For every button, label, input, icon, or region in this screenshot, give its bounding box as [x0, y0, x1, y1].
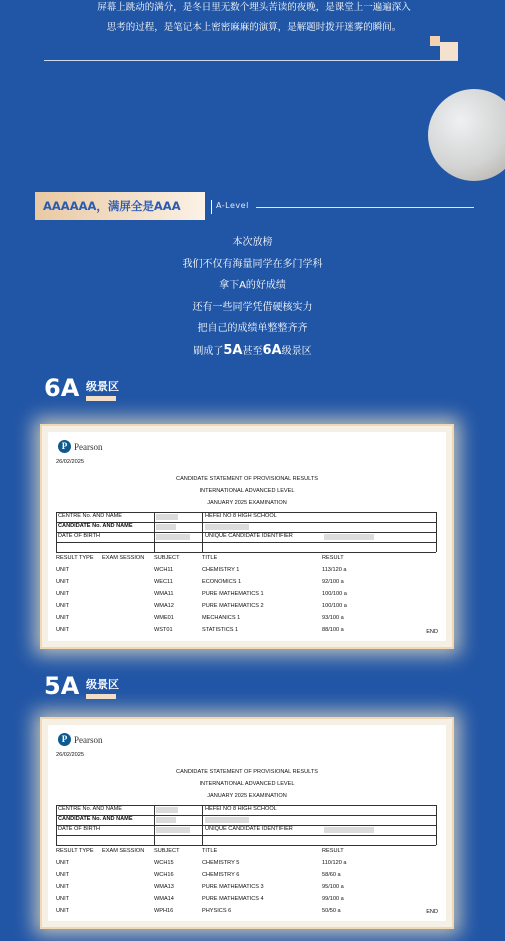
centre-name: HEFEI NO 8 HIGH SCHOOL [205, 806, 277, 812]
result-certificate [40, 717, 454, 929]
column-header: RESULT TYPE [56, 848, 94, 854]
column-header: TITLE [202, 848, 218, 854]
field-label: UNIQUE CANDIDATE IDENTIFIER [205, 533, 293, 539]
final-grade: 5A [223, 342, 243, 358]
grade-heading: 6A [44, 374, 80, 402]
table-row: UNIT WEC11 ECONOMICS 1 92/100 a [56, 579, 344, 585]
announcement-line: 还有一些同学凭借硬核实力 [192, 301, 313, 313]
column-header: EXAM SESSION [102, 555, 145, 561]
decor-square [430, 36, 440, 46]
grade-zone: 级景区 [86, 380, 119, 393]
grade-zone: 级景区 [86, 678, 119, 691]
table-row: UNIT WMA14 PURE MATHEMATICS 4 99/100 a [56, 896, 344, 902]
results-table [56, 554, 436, 644]
field-label: CENTRE No. AND NAME [58, 513, 123, 519]
intro-text [44, 0, 464, 38]
table-row: UNIT WCH15 CHEMISTRY 5 110/120 a [56, 860, 347, 866]
certificate-heading: INTERNATIONAL ADVANCED LEVEL [199, 781, 295, 787]
pearson-p-icon: P [58, 733, 71, 746]
pearson-logo [58, 440, 103, 453]
certificate-sheet [48, 725, 446, 921]
end-marker: END [426, 909, 438, 915]
column-header: TITLE [202, 555, 218, 561]
intro-line-1: 屏幕上跳动的满分，是冬日里无数个埋头苦读的夜晚，是课堂上一遍遍深入 [97, 2, 411, 13]
result-certificate [40, 424, 454, 649]
divider [44, 60, 458, 61]
announcement-text [0, 232, 505, 362]
table-row: UNIT WMA13 PURE MATHEMATICS 3 95/100 a [56, 884, 344, 890]
table-row: UNIT WME01 MECHANICS 1 93/100 a [56, 615, 344, 621]
final-text: 甚至 [242, 345, 263, 357]
certificate-heading: JANUARY 2025 EXAMINATION [207, 793, 287, 799]
intro-line-2: 思考的过程，是笔记本上密密麻麻的演算，是解题时拨开迷雾的瞬间。 [106, 22, 402, 33]
table-row: UNIT WCH11 CHEMISTRY 1 113/120 a [56, 567, 347, 573]
announcement-line-final [0, 340, 505, 363]
certificate-date: 26/02/2025 [56, 459, 84, 465]
table-row: UNIT WST01 STATISTICS 1 88/100 a [56, 627, 344, 633]
table-row: UNIT WMA12 PURE MATHEMATICS 2 100/100 a [56, 603, 347, 609]
table-row: UNIT WPH16 PHYSICS 6 50/50 a [56, 908, 341, 914]
certificate-heading: INTERNATIONAL ADVANCED LEVEL [199, 488, 295, 494]
decor-sphere [428, 89, 505, 181]
grade-heading: 5A [44, 672, 80, 700]
announcement-line: 把自己的成绩单整整齐齐 [197, 323, 308, 334]
column-header: SUBJECT [154, 848, 180, 854]
centre-name: HEFEI NO 8 HIGH SCHOOL [205, 513, 277, 519]
end-marker: END [426, 629, 438, 635]
column-header: RESULT TYPE [56, 555, 94, 561]
section-banner: AAAAAA，满屏全是AAA [35, 192, 205, 220]
column-header: RESULT [322, 848, 344, 854]
column-header: RESULT [322, 555, 344, 561]
divider [211, 200, 212, 214]
logo-text: Pearson [74, 734, 103, 745]
banner-subtitle: A-Level [216, 201, 249, 210]
final-grade: 6A [262, 342, 282, 358]
table-row: UNIT WMA11 PURE MATHEMATICS 1 100/100 a [56, 591, 347, 597]
results-table [56, 847, 436, 925]
grade-bar [86, 694, 116, 699]
announcement-line: 本次放榜 [232, 237, 273, 248]
certificate-heading: CANDIDATE STATEMENT OF PROVISIONAL RESULTS [176, 476, 318, 482]
column-header: SUBJECT [154, 555, 180, 561]
candidate-info [56, 805, 436, 845]
final-text: 级景区 [281, 345, 312, 357]
pearson-p-icon: P [58, 440, 71, 453]
announcement-line: 我们不仅有海量同学在多门学科 [182, 258, 323, 270]
field-label: DATE OF BIRTH [58, 533, 101, 539]
field-label: CANDIDATE No. AND NAME [58, 523, 133, 529]
field-label: CENTRE No. AND NAME [58, 806, 123, 812]
certificate-heading: CANDIDATE STATEMENT OF PROVISIONAL RESULTS [176, 769, 318, 775]
announcement-line: 拿下A的好成绩 [219, 280, 286, 291]
candidate-info [56, 512, 436, 552]
final-text: 刷成了 [193, 345, 224, 357]
logo-text: Pearson [74, 441, 103, 452]
column-header: EXAM SESSION [102, 848, 145, 854]
certificate-sheet [48, 432, 446, 641]
field-label: DATE OF BIRTH [58, 826, 101, 832]
table-row: UNIT WCH16 CHEMISTRY 6 58/60 a [56, 872, 341, 878]
certificate-date: 26/02/2025 [56, 752, 84, 758]
field-label: CANDIDATE No. AND NAME [58, 816, 133, 822]
field-label: UNIQUE CANDIDATE IDENTIFIER [205, 826, 293, 832]
grade-bar [86, 396, 116, 401]
divider [256, 207, 474, 208]
pearson-logo [58, 733, 103, 746]
certificate-heading: JANUARY 2025 EXAMINATION [207, 500, 287, 506]
decor-square [440, 42, 458, 60]
